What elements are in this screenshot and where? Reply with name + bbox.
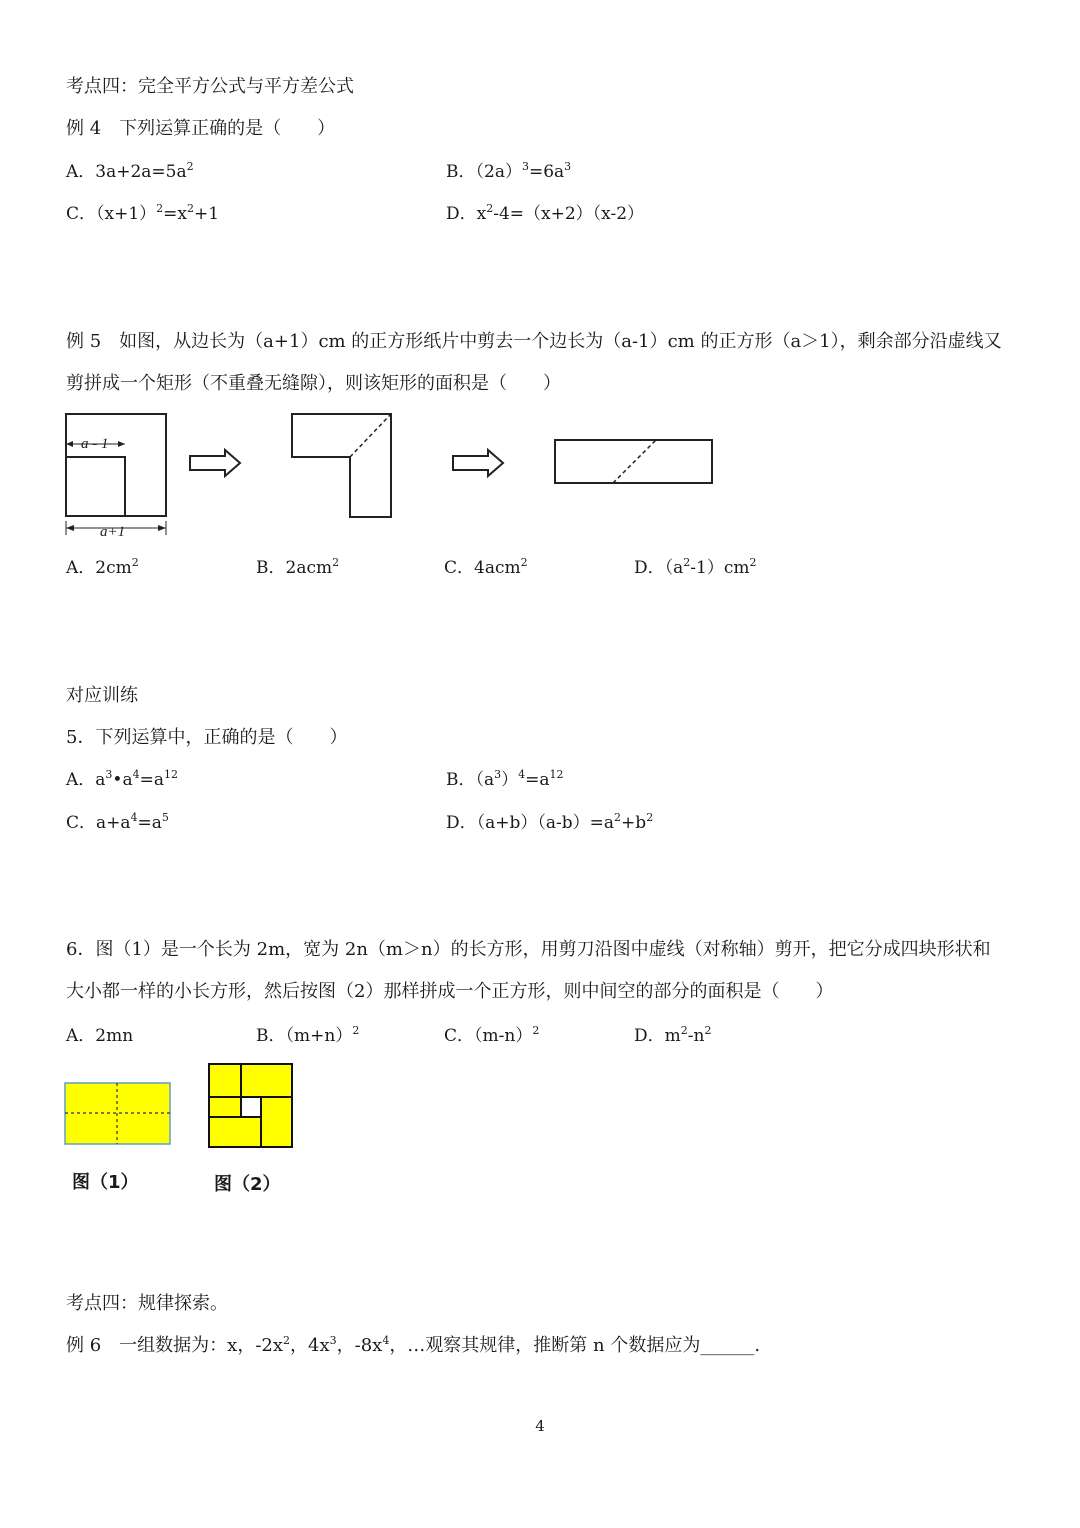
q6-option-a: A．2mn	[66, 1026, 134, 1046]
small-square	[66, 457, 125, 516]
question-6-stem-line2: 大小都一样的小长方形，然后按图（2）那样拼成一个正方形，则中间空的部分的面积是（ ）	[66, 981, 834, 1002]
ex4-option-d: D．$x^2-4=(x+2)(x-2)$	[446, 202, 645, 224]
q5-option-c: C．$a+a^4=a^5$	[66, 811, 169, 833]
question-6-stem-line1: 6．图（1）是一个长为 2m，宽为 2n（m＞n）的长方形，用剪刀沿图中虚线（对称轴）剪开，把它分成四块形状和	[66, 939, 991, 960]
example-5-stem-line1: 例 5 如图，从边长为（a+1）cm 的正方形纸片中剪去一个边长为（a-1）cm 的正方形（a＞1），剩余部分沿虚线又	[66, 331, 1002, 352]
q6-option-b: B．$(m+n)^2$	[256, 1024, 360, 1046]
ex4-option-b: B．$(2a)^3=6a^3$	[446, 160, 572, 182]
section-title: 考点四：完全平方公式与平方差公式	[66, 76, 354, 97]
example-6-stem: 例 6 一组数据为：x，$-2x^2$，$4x^3$，$-8x^4$，…观察其规律，推断第 n 个数据应为______.	[66, 1334, 761, 1356]
ex5-option-d: D．$(a^2-1)cm^2$	[634, 556, 757, 578]
ex5-option-b: B．2acm$^2$	[256, 556, 340, 578]
ex4-option-c: C．$(x+1)^2=x^2+1$	[66, 202, 220, 224]
section-2-title: 考点四：规律探索。	[66, 1293, 228, 1314]
question-5-stem: 5．下列运算中，正确的是（ ）	[66, 727, 348, 748]
example-5-stem-line2: 剪拼成一个矩形（不重叠无缝隙），则该矩形的面积是（ ）	[66, 373, 561, 394]
center-hole	[241, 1097, 261, 1117]
q5-option-b: B．$(a^3)^4=a^{12}$	[446, 768, 564, 790]
ex5-option-c: C．4acm$^2$	[444, 556, 528, 578]
question-6-figures	[60, 1060, 300, 1155]
page-number: 4	[535, 1417, 545, 1435]
figure-1-caption: 图（1）	[72, 1172, 139, 1193]
training-title: 对应训练	[66, 685, 138, 706]
label-a-plus-1: a+1	[100, 524, 126, 540]
figure-2-caption: 图（2）	[214, 1174, 281, 1195]
q6-option-c: C．$(m-n)^2$	[444, 1024, 540, 1046]
q5-option-d: D．$(a+b)(a-b)=a^2+b^2$	[446, 811, 654, 833]
ex4-option-a: A．$3a+2a=5a^2$	[66, 160, 194, 182]
label-a-minus-1: a - 1	[81, 436, 109, 452]
big-square	[66, 414, 166, 516]
q6-option-d: D．$m^2-n^2$	[634, 1024, 712, 1046]
example-4-stem: 例 4 下列运算正确的是（ ）	[66, 118, 336, 139]
arrow-right-icon	[453, 450, 503, 476]
q5-option-a: A．$a^3•a^4=a^{12}$	[66, 768, 178, 790]
example-5-figure	[60, 405, 730, 545]
arrow-right-icon	[190, 450, 240, 476]
ex5-option-a: A．$2cm^2$	[66, 556, 139, 578]
